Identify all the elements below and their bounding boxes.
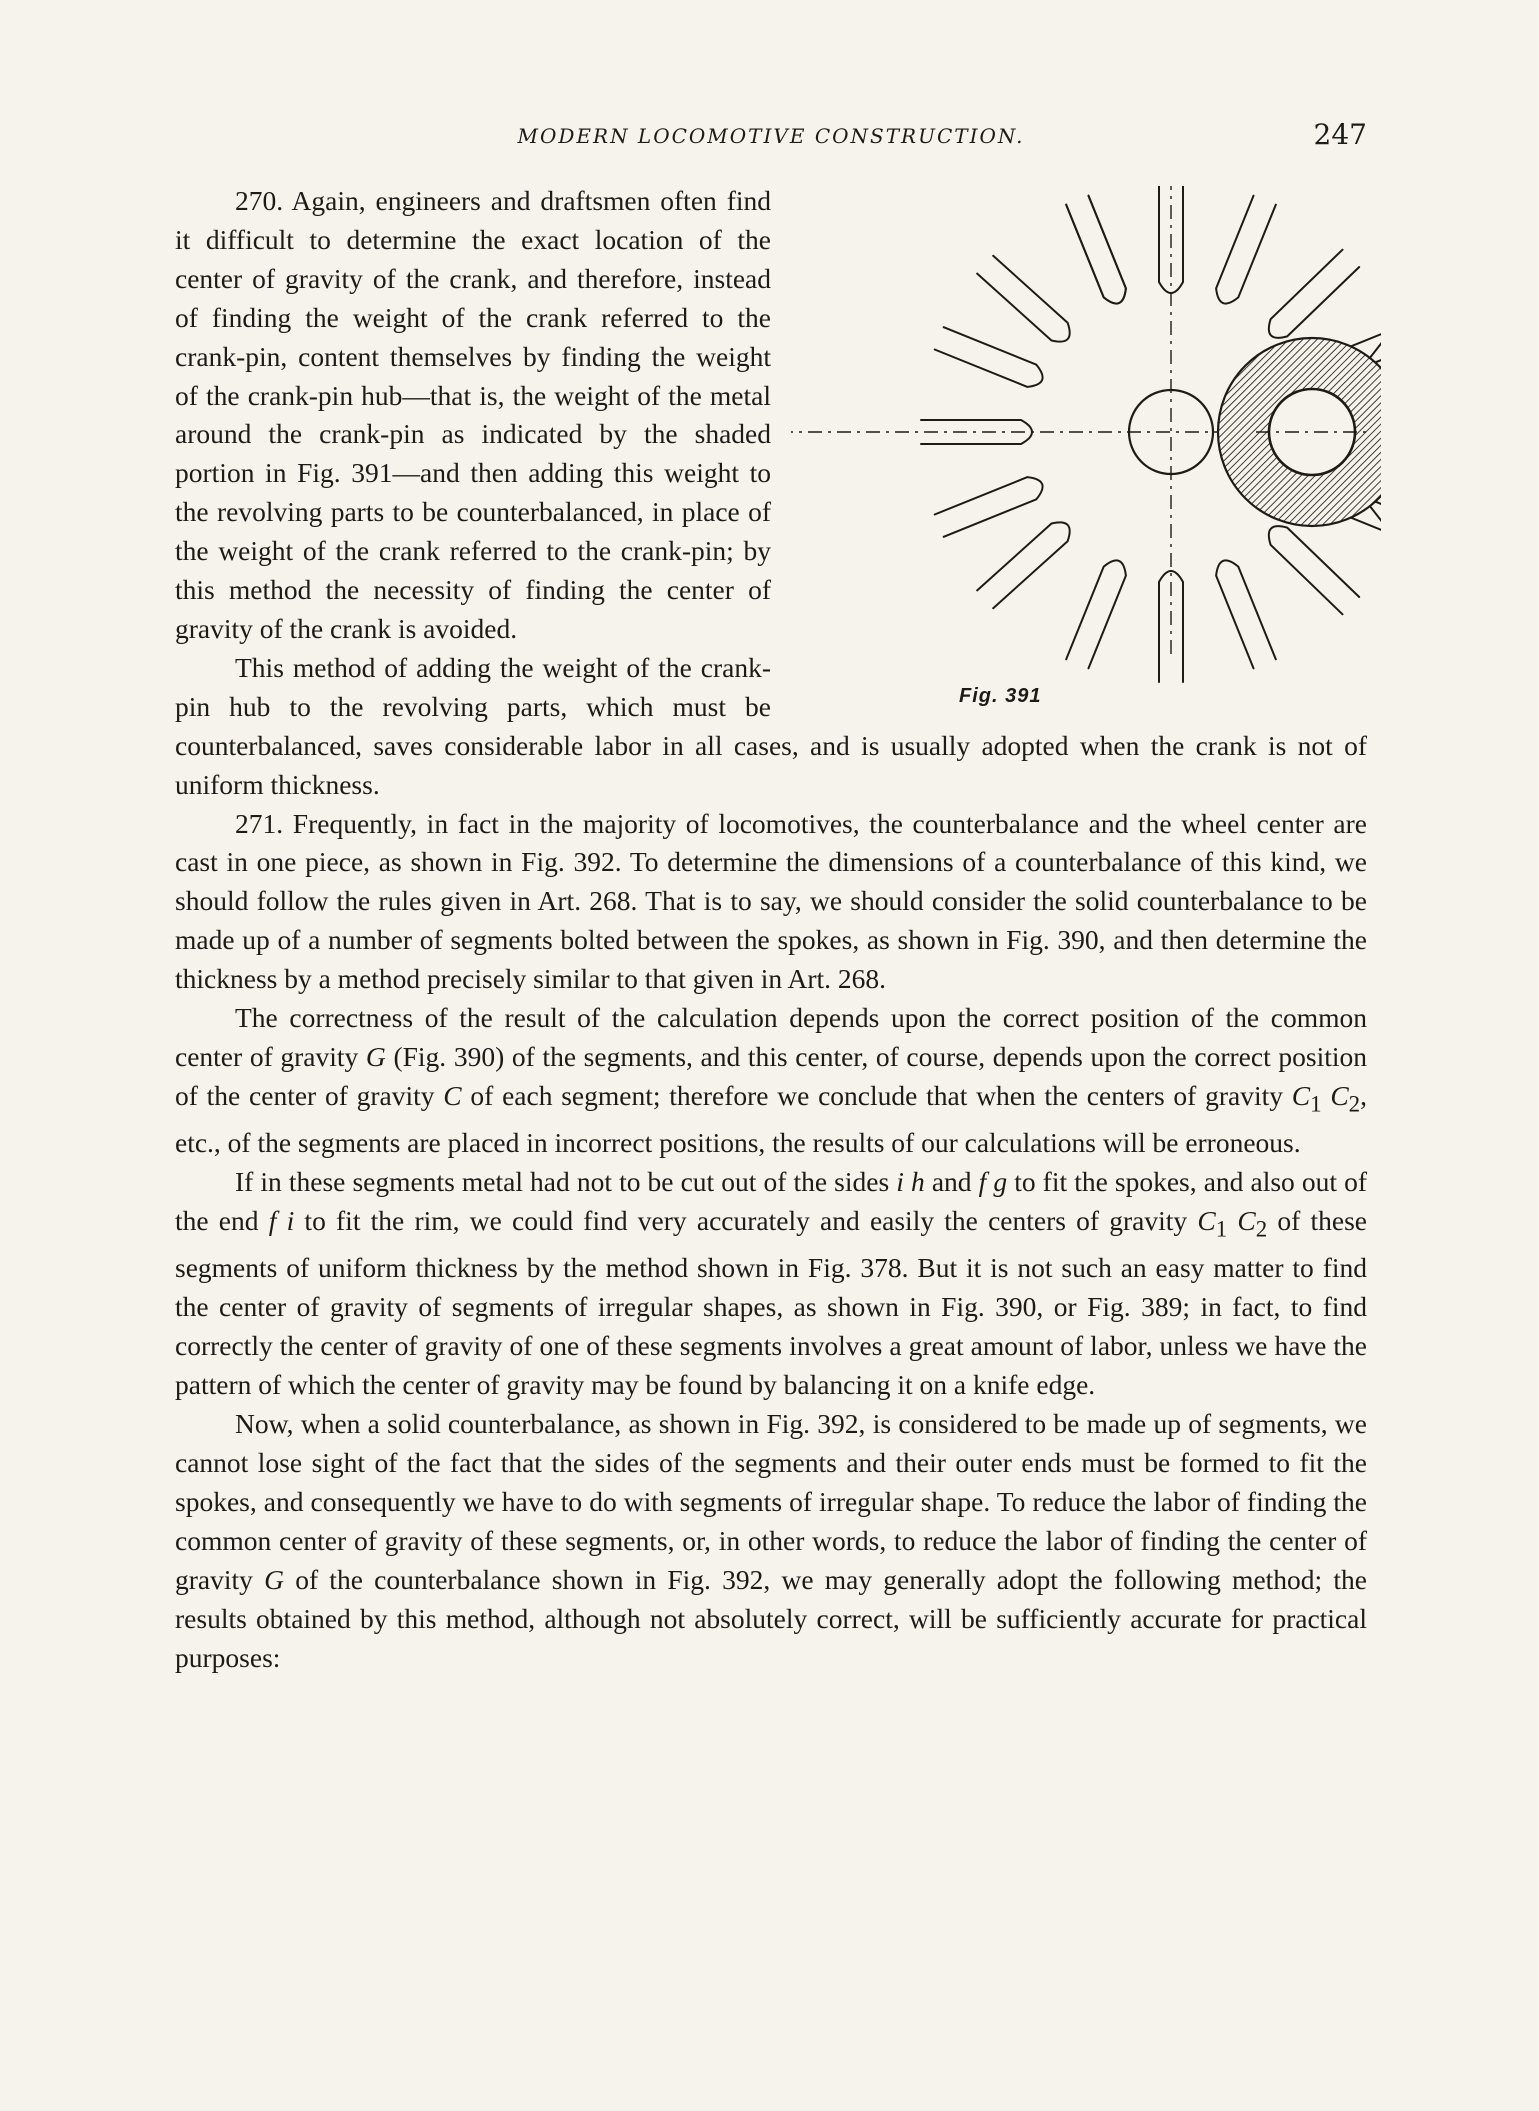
paragraph-now bbox=[175, 1405, 1367, 1677]
symbol-C1: C bbox=[1291, 1079, 1311, 1111]
text-run: of the counterbalance shown in Fig. 392, we may generally adopt the following method; the results obtained by this method, although not absolutely correct, will be sufficiently accurate for practical purposes: bbox=[175, 1563, 1367, 1673]
paragraph-270 bbox=[175, 182, 1367, 707]
subscript-2: 2 bbox=[1348, 1091, 1361, 1117]
symbol-C2: C bbox=[1330, 1079, 1349, 1111]
text-run: Now, when a solid counterbalance, as shown in Fig. 392, is considered to be made up of segments, we cannot lose sight of the fact that the sides of the segments and their outer ends must be formed to fit the spokes, and consequently we have to do with segments of irregular shape. To reduce the labor of finding the common center of gravity of these segments, or, in other words, to reduce the labor of finding the center of gravity bbox=[175, 1408, 1367, 1595]
symbol-ih: i h bbox=[896, 1166, 925, 1198]
symbol-C1: C bbox=[1197, 1205, 1216, 1237]
figure-caption: Fig. 391 bbox=[959, 685, 1042, 707]
subscript-1: 1 bbox=[1215, 1216, 1228, 1242]
spoke-16 bbox=[977, 256, 1070, 342]
symbol-C2: C bbox=[1237, 1205, 1256, 1237]
paragraph-270-text: 270. Again, engineers and draftsmen often find it difficult to determine the exact location of the center of gravity of the crank, and therefore, instead of finding the weight of the crank referred to the crank-pin, content themselves by finding the weight of the crank-pin hub—that is, the weight of the metal around the crank-pin as indicated by the shaded portion in Fig. 391—and then adding this weight to the revolving parts to be counterbalanced, in place of the weight of the crank referred to the crank-pin; by this method the necessity of finding the center of gravity of the crank is avoided. bbox=[175, 185, 771, 644]
symbol-fg: f g bbox=[978, 1166, 1008, 1198]
text-run: to fit the rim, we could find very accurately and easily the centers of gravity bbox=[294, 1205, 1198, 1237]
paragraph-segments bbox=[175, 1163, 1367, 1405]
paragraph-correctness bbox=[175, 999, 1367, 1163]
symbol-G: G bbox=[264, 1563, 284, 1595]
hub-spoke-4 bbox=[1370, 506, 1381, 565]
symbol-fi: f i bbox=[268, 1205, 295, 1237]
paragraph-method: This method of adding the weight of the crank-pin hub to the revolving parts, which must be counterbalanced, saves considerable labor in all cases, and is usually adopted when the crank is not of uniform thickness. bbox=[175, 651, 1367, 800]
symbol-G: G bbox=[365, 1040, 386, 1072]
spoke-17 bbox=[1066, 196, 1126, 304]
spoke-4 bbox=[1269, 250, 1359, 338]
running-title: MODERN LOCOMOTIVE CONSTRUCTION. bbox=[517, 124, 1025, 148]
text-run: If in these segments metal had not to be cut out of the sides bbox=[235, 1166, 897, 1198]
body-text bbox=[175, 182, 1367, 1677]
paragraph-271: 271. Frequently, in fact in the majority of locomotives, the counterbalance and the wheel center are cast in one piece, as shown in Fig. 392. To determine the dimensions of a counterbalance of this kind, we should follow the rules given in Art. 268. That is to say, we should consider the solid counterbalance to be made up of a number of segments bolted between the spokes, as shown in Fig. 390, and then determine the thickness by a method precisely similar to that given in Art. 268. bbox=[175, 807, 1367, 995]
spoke-9 bbox=[1216, 560, 1276, 668]
text-run: , etc., of the segments are placed in incorrect positions, the results of our calculations will be erroneous. bbox=[175, 1079, 1367, 1159]
symbol-C: C bbox=[443, 1079, 462, 1111]
spoke-15 bbox=[935, 327, 1043, 387]
crank-wheel-diagram bbox=[791, 186, 1381, 714]
text-run: of these segments of uniform thickness by the method shown in Fig. 378. But it is not such an easy matter to find the center of gravity of segments of irregular shapes, as shown in Fig. 390, or Fig. 389; in fact, to find correctly the center of gravity of one of these segments involves a great amount of labor, unless we have the pattern of which the center of gravity may be found by balancing it on a knife edge. bbox=[175, 1205, 1368, 1401]
spoke-11 bbox=[1066, 560, 1126, 668]
page-header bbox=[175, 118, 1367, 158]
page-number: 247 bbox=[1313, 118, 1367, 151]
crank-pin-circle bbox=[1269, 389, 1355, 475]
hub-spoke-1 bbox=[1370, 299, 1381, 358]
subscript-1: 1 bbox=[1310, 1091, 1322, 1117]
spoke-13 bbox=[935, 477, 1043, 537]
subscript-2: 2 bbox=[1255, 1216, 1268, 1242]
spoke-12 bbox=[977, 522, 1070, 608]
spoke-8 bbox=[1269, 526, 1359, 614]
figure-391 bbox=[791, 186, 1381, 714]
text-run: The correctness of the result of the calculation depends upon the correct position of the common center of gravity bbox=[175, 1002, 1367, 1072]
text-run: (Fig. 390) of the segments, and this center, of course, depends upon the correct position of the center of gravity bbox=[175, 1040, 1367, 1111]
axle-circle bbox=[1129, 390, 1213, 474]
text-run: of each segment; therefore we conclude that when the centers of gravity bbox=[461, 1079, 1292, 1111]
text-run: and bbox=[924, 1166, 979, 1198]
spoke-3 bbox=[1216, 196, 1276, 304]
text-run: to fit the spokes, and also out of the end bbox=[175, 1166, 1368, 1237]
